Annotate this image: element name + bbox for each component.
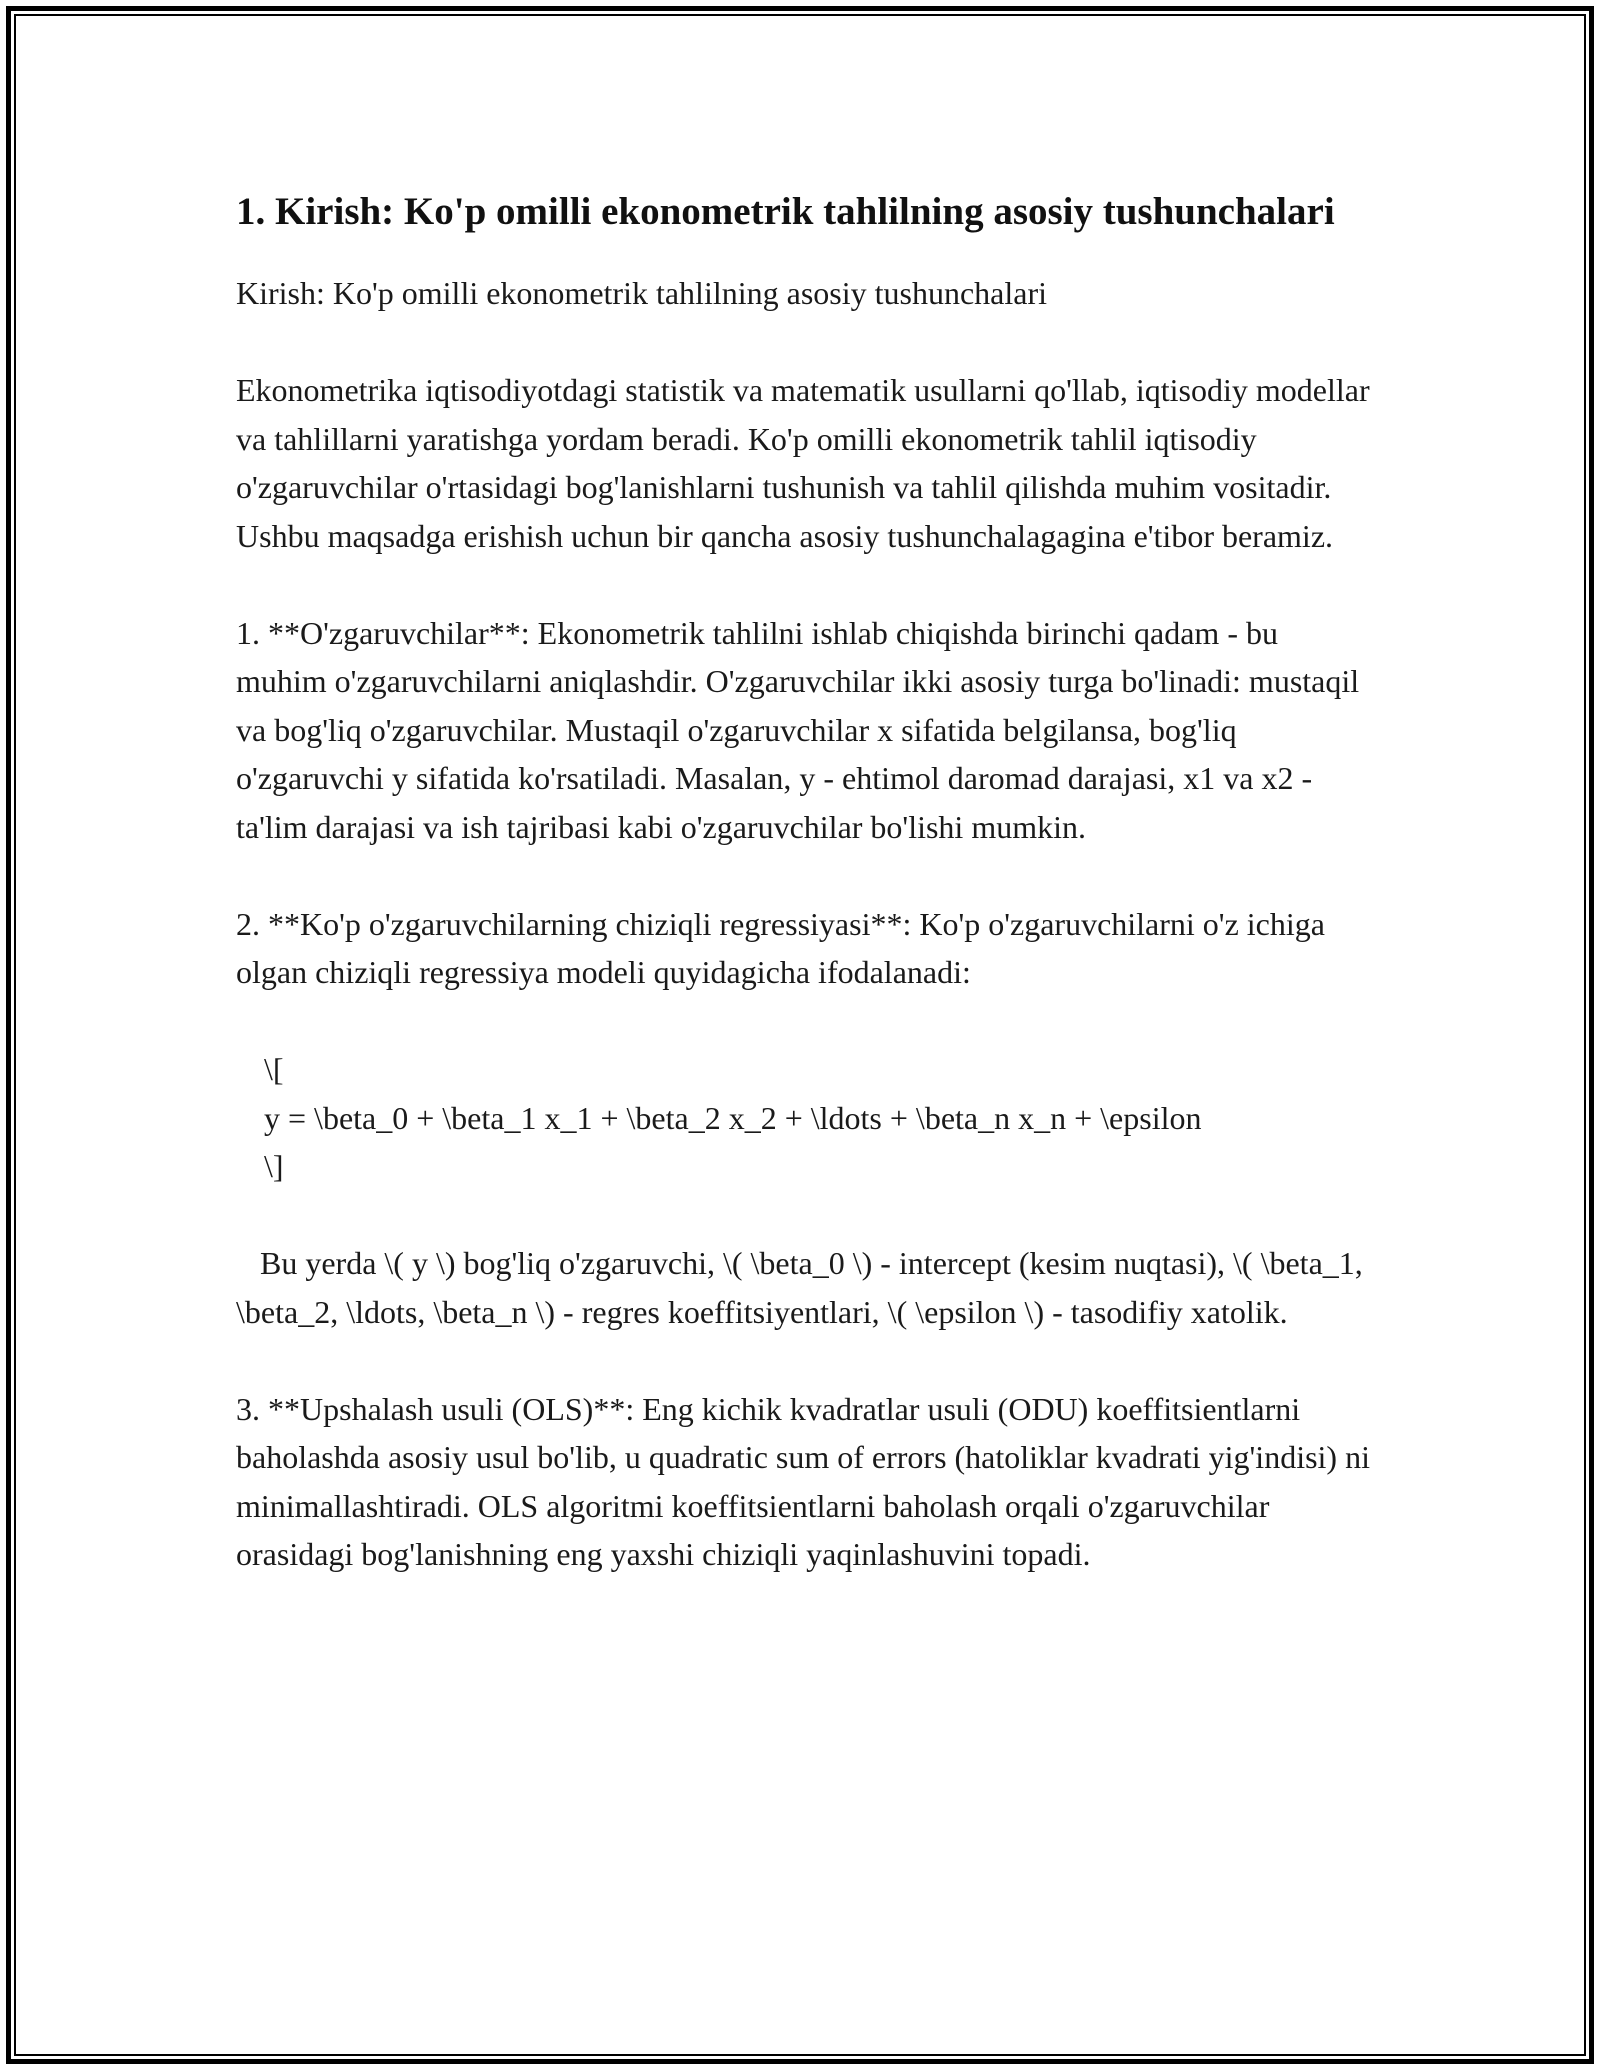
intro-line: Kirish: Ko'p omilli ekonometrik tahlilning asosiy tushunchalari — [236, 275, 1047, 311]
formula-body: y = \beta_0 + \beta_1 x_1 + \beta_2 x_2 + \ldots + \beta_n x_n + \epsilon — [264, 1099, 1202, 1136]
paragraph-spacer — [236, 1191, 1376, 1240]
formula-explanation: Bu yerda \( y \) bog'liq o'zgaruvchi, \( \beta_0 \) - intercept (kesim nuqtasi), \( \beta_1, \beta_2, \ldots, \beta_n \) - regres koeffitsiyentlari, \( \epsilon \) - tasodifiy xatolik. — [236, 1245, 1371, 1330]
variables-paragraph: 1. **O'zgaruvchilar**: Ekonometrik tahlilni ishlab chiqishda birinchi qadam - bu muhim o'zgaruvchilarni aniqlashdir. O'zgaruvchilar ikki asosiy turga bo'linadi: mustaqil va bog'liq o'zgaruvchilar. Mustaqil o'zgaruvchilar x sifatida belgilansa, bog'liq o'zgaruvchi y sifatida ko'rsatiladi. Masalan, y - ehtimol daromad darajasi, x1 va x2 - ta'lim darajasi va ish tajribasi kabi o'zgaruvchilar bo'lishi mumkin. — [236, 614, 1368, 845]
regression-formula — [236, 1045, 1376, 1191]
formula-open: \[ — [264, 1051, 284, 1087]
document-body — [236, 184, 1376, 1579]
section-heading: 1. Kirish: Ko'p omilli ekonometrik tahlilning asosiy tushunchalari — [236, 190, 1335, 233]
regression-paragraph: 2. **Ko'p o'zgaruvchilarning chiziqli regressiyasi**: Ko'p o'zgaruvchilarni o'z ichiga olgan chiziqli regressiya modeli quyidagicha ifodalanadi: — [236, 905, 1333, 990]
paragraph-spacer — [236, 1336, 1376, 1385]
ols-paragraph: 3. **Upshalash usuli (OLS)**: Eng kichik kvadratlar usuli (ODU) koeffitsientlarni baholashda asosiy usul bo'lib, u quadratic sum of errors (hatoliklar kvadrati yig'indisi) ni minimallashtiradi. OLS algoritmi koeffitsientlarni baholash orqali o'zgaruvchilar orasidagi bog'lanishning eng yaxshi chiziqli yaqinlashuvini topadi. — [236, 1390, 1378, 1572]
paragraph-spacer — [236, 560, 1376, 609]
formula-close: \] — [264, 1148, 284, 1184]
paragraph-spacer — [236, 851, 1376, 900]
paragraph-spacer — [236, 997, 1376, 1046]
paragraph-spacer — [236, 318, 1376, 367]
overview-paragraph: Ekonometrika iqtisodiyotdagi statistik va matematik usullarni qo'llab, iqtisodiy modellar va tahlillarni yaratishga yordam beradi. Ko'p omilli ekonometrik tahlil iqtisodiy o'zgaruvchilar o'rtasidagi bog'lanishlarni tushunish va tahlil qilishda muhim vositadir. Ushbu maqsadga erishish uchun bir qancha asosiy tushunchalagagina e'tibor beramiz. — [236, 372, 1378, 554]
